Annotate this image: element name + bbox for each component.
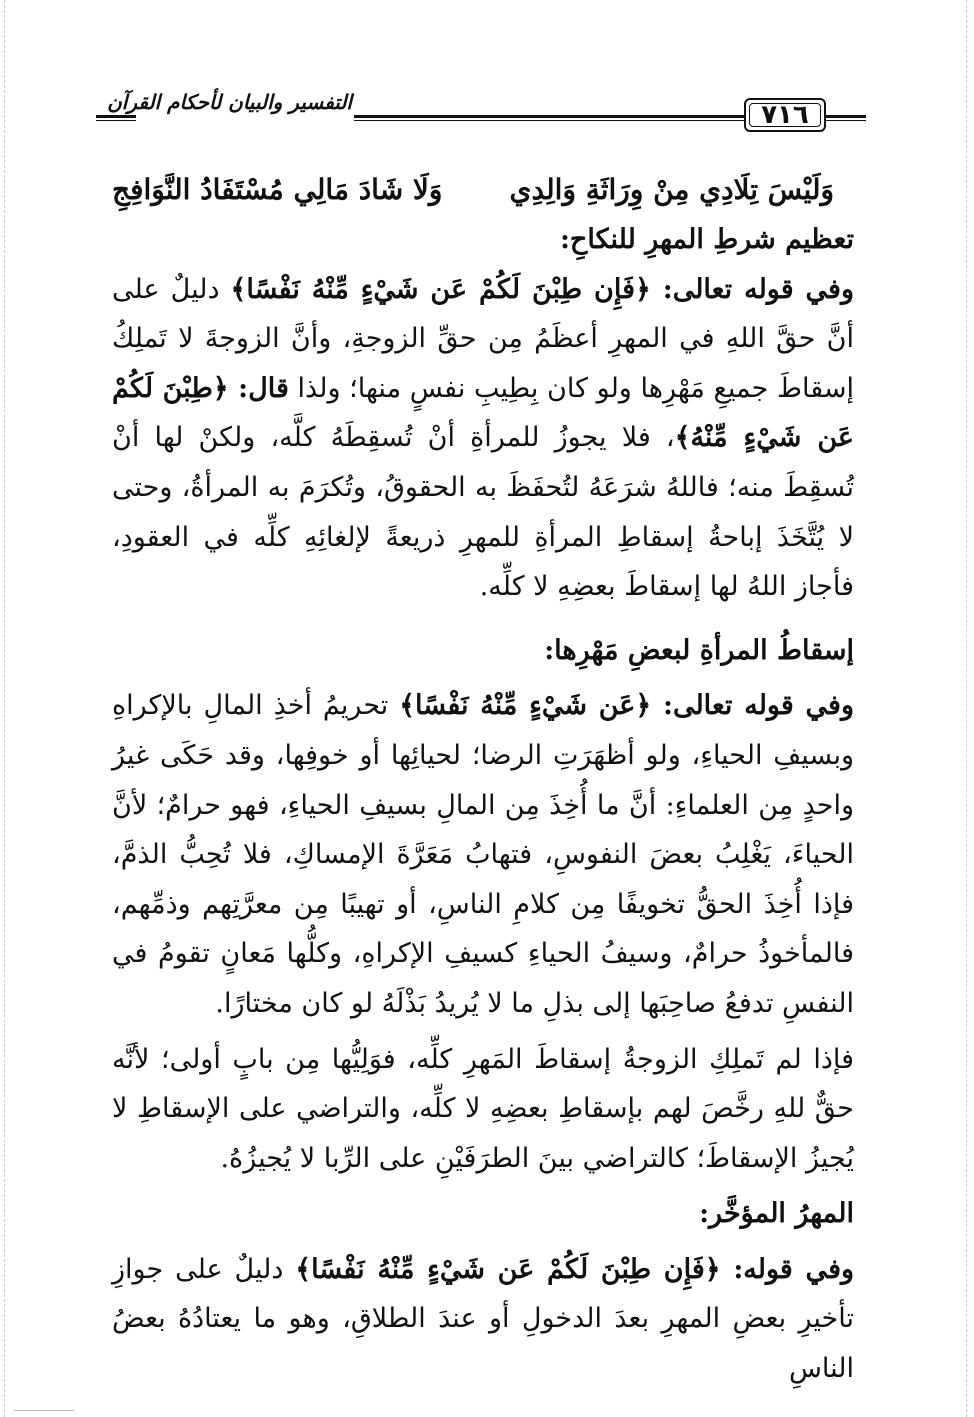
page-header [96, 84, 866, 136]
lead-phrase: قال: [228, 372, 289, 404]
lead-phrase: وفي قوله: [720, 1253, 855, 1285]
lead-phrase: وفي قوله تعالى: [650, 273, 854, 305]
verse-hemistich-right: وَلَيْسَ تِلَادِي مِنْ وِرَاثَةِ وَالِدِي [509, 173, 834, 206]
poetry-verse [112, 165, 854, 215]
quran-quote: ﴿فَإِن طِبْنَ لَكُمْ عَن شَيْءٍ مِّنْهُ نَفْسًا﴾ [295, 1253, 721, 1285]
section-heading: إسقاطُ المرأةِ لبعضِ مَهْرِها: [544, 634, 854, 666]
quran-quote: ﴿فَإِن طِبْنَ لَكُمْ عَن شَيْءٍ مِّنْهُ نَفْسًا﴾ [230, 273, 651, 305]
scan-gutter-right [966, 0, 968, 1417]
header-rule-right [826, 115, 866, 118]
header-rule-left [96, 115, 136, 118]
section-heading: المهرُ المؤخَّر: [699, 1198, 854, 1230]
running-title: التفسير والبيان لأحكام القرآن [107, 90, 352, 114]
header-rule-middle [354, 115, 744, 118]
section-paragraph [112, 1245, 854, 1394]
page-body [112, 165, 854, 1394]
spacer [112, 612, 854, 626]
quran-quote: ﴿طِبْنَ لَكُمْ عَن شَيْءٍ مِّنْهُ﴾ [112, 372, 854, 454]
scan-gutter-left [4, 0, 6, 1417]
paragraph-text: دليلٌ على جوازِ تأخيرِ بعضِ المهرِ بعدَ الدخولِ أو عندَ الطلاقِ، وهو ما يعتادُهُ بعضُ الناسِ [112, 1253, 854, 1385]
section-paragraph [112, 265, 854, 612]
section-heading: تعظيم شرطِ المهرِ للنكاحِ: [559, 224, 854, 255]
footer-rule [14, 1410, 74, 1411]
paragraph-text: ، فلا يجوزُ للمرأةِ أنْ تُسقِطَهُ كلَّه، ولكنْ لها أنْ تُسقِطَ منه؛ فاللهُ شرَعَهُ لتُحفَظَ به الحقوقُ، وتُكرَمَ به المرأةُ، وحتى لا يُتَّخَذَ إباحةُ إسقاطِ المرأةِ للمهرِ ذريعةً لإلغائِهِ كلِّه في العقودِ، فأجاز اللهُ لها إسقاطَ بعضِهِ لا كلِّه. [112, 422, 854, 603]
section-paragraph: فإذا لم تَملِكِ الزوجةُ إسقاطَ المَهرِ كلِّه، فوَلِيُّها مِن بابٍ أولى؛ لأنَّه حقٌّ للهِ رخَّصَ لهم بإسقاطِ بعضِهِ لا كلِّه، والتراضي على الإسقاطِ لا يُجيزُ الإسقاطَ؛ كالتراضي بينَ الطرَفَيْنِ على الرِّبا لا يُجيزُهُ. [112, 1043, 854, 1174]
verse-hemistich-left: وَلَا شَادَ مَالِي مُسْتَفَادُ النَّوَافِجِ [112, 173, 443, 206]
paragraph-text: تحريمُ أخذِ المالِ بالإكراهِ وبسيفِ الحياءِ، ولو أظهَرَتِ الرضا؛ لحيائِها أو خوفِها، وقد حَكَى غيرُ واحدٍ مِن العلماءِ: أنَّ ما أُخِذَ مِن المالِ بسيفِ الحياءِ، فهو حرامٌ؛ لأنَّ الحياءَ، يَغْلِبُ بعضَ النفوسِ، فتهابُ مَعَرَّةَ الإمساكِ، فلا تُحِبُّ الذمَّ، فإذا أُخِذَ الحقُّ تخويفًا مِن كلامِ الناسِ، أو تهيبًا مِن معرَّتِهم وذمِّهم، فالمأخوذُ حرامٌ، وسيفُ الحياءِ كسيفِ الإكراهِ، وكلُّها مَعانٍ تقومُ في النفسِ تدفعُ صاحِبَها إلى بذلِ ما لا يُريدُ بَذْلَهُ لو كان مختارًا. [112, 690, 854, 1019]
lead-phrase: وفي قوله تعالى: [651, 690, 854, 722]
section-paragraph [112, 681, 854, 1028]
quran-quote: ﴿عَن شَيْءٍ مِّنْهُ نَفْسًا﴾ [399, 690, 652, 722]
page-number: ٧١٦ [744, 98, 826, 132]
paragraph-text: دليلٌ على أنَّ حقَّ اللهِ في المهرِ أعظَمُ مِن حقِّ الزوجةِ، وأنَّ الزوجةَ لا تَملِكُ إسقاطَ جميعِ مَهْرِها ولو كان بِطِيبِ نفسٍ منها؛ ولذا [112, 273, 854, 404]
